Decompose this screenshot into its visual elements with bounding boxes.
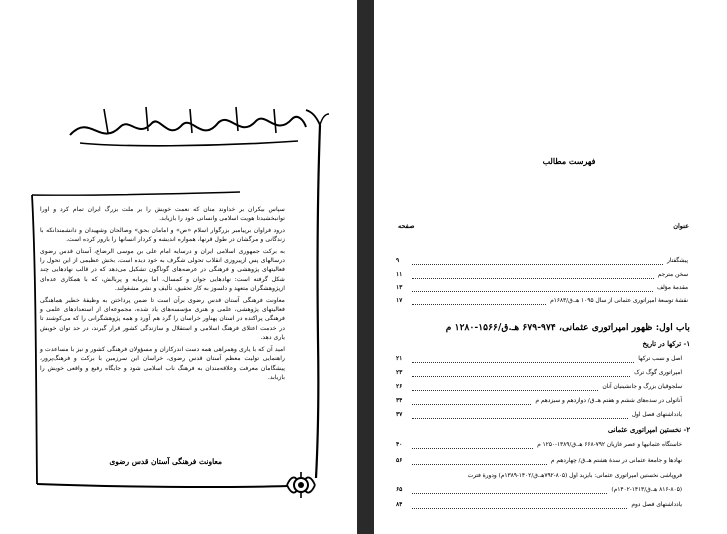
toc-entry-title: (۸۱۶-۸۰۵ هـ.ق/۱۴۱۳-۱۴۰۲م): [611, 487, 682, 493]
toc-entry-title: یادداشتهای فصل اول: [631, 412, 682, 418]
toc-leader-dots: [412, 356, 634, 363]
toc-entry-page: ۵۶: [396, 458, 403, 464]
toc-entry-title: سلجوقیان بزرگ و جانشینیان آنان: [602, 384, 682, 390]
toc-leader-dots: [412, 258, 663, 265]
preface-paragraph: درود فراوان برپیامبر بزرگوار اسلام «ص» و امامان بحق» وصالحان وشهیدان و دانشمندانکه با زندگانی و مرگشان در طول قرنها، همواره اندیشه و کردار انسانها را بارور کرده است.: [40, 226, 285, 244]
toc-entry: [396, 456, 688, 466]
preface-paragraph: معاونت فرهنگی آستان قدس رضوی برآن است تا ضمن پرداختن به وظیفهٔ خطیر هماهنگی فعالیتهای پژوهشی، علمی و هنری مؤسسه‌های یاد شده، مجموعه‌ای از استعدادهای علمی و فرهنگی پراکنده در استان پهناور خراسان را گرد هم آورد و همه پژوهشگرانی را که می‌کوشند تا در خدمت اعتلای فرهنگ اسلامی و استقلال و سازندگی کشور قرار گیرند، در حد توان خویش یاری دهد.: [40, 296, 285, 342]
toc-leader-dots: [412, 442, 533, 449]
toc-leader-dots: [412, 412, 628, 419]
toc-leader-dots: [412, 458, 547, 465]
preface-text: [40, 205, 285, 384]
toc-entry-page: ۲۱: [396, 356, 403, 362]
toc-column-title-heading: عنوان: [673, 222, 689, 230]
toc-entry-page: ۴۰: [396, 442, 403, 448]
toc-entry-page: ۳۷: [396, 412, 403, 418]
basmala-calligraphy: [60, 103, 310, 151]
section-heading: ۲- نخستین امپراتوری عثمانی: [607, 426, 690, 434]
toc-entry: [396, 396, 688, 406]
toc-leader-dots: [412, 298, 546, 305]
toc-entry-title: آناتولی در سده‌های ششم و هفتم هـ.ق/ دوازدهم و سیزدهم م: [535, 398, 682, 404]
part-heading: باب اول: ظهور امپراتوری عثمانی، ۹۷۴-۶۷۹ هـ.ق/۱۵۶۶-۱۲۸۰ م: [445, 322, 690, 333]
toc-entry: [396, 368, 688, 378]
toc-leader-dots: [412, 285, 653, 292]
toc-title: فهرست مطالب: [542, 156, 596, 166]
section-heading: ۱- ترکها در تاریخ: [642, 340, 690, 348]
toc-entry: [396, 354, 688, 364]
book-gutter: [357, 0, 374, 534]
toc-entry-page: ۱۱: [396, 272, 403, 278]
floral-ornament-icon: [283, 470, 319, 500]
toc-entry-page: ۲۳: [396, 370, 403, 376]
toc-entry: [396, 500, 688, 510]
toc-entry-title: نهادها و جامعهٔ عثمانی در سدهٔ هشتم هـ.ق/ چهاردهم م: [550, 458, 682, 464]
toc-leader-dots: [412, 370, 630, 377]
toc-leader-dots: [412, 398, 531, 405]
preface-paragraph: سپاس بیکران بر خداوند منان که نعمت خویش را بر ملت بزرگ ایران تمام کرد و اورا توانبخشیدتا هویت اسلامی وانسانی خود را بازیابد.: [40, 206, 285, 223]
toc-entry: [396, 410, 688, 420]
toc-entry-title: امپراتوری گوگ ترک: [634, 370, 682, 376]
toc-entry-page: ۱۷: [396, 298, 403, 304]
preface-paragraph: امید آن که با یاری وهمراهی همه دست اندرکاران و مسؤولان فرهنگی کشور و نیز با مساعدت و راهنمایی تولیت معظم آستان قدس رضوی، خراسان این سرزمین با برکت و فرهنگ‌پرور، پیشگامان معرفت وعلاقه‌مندان به فرهنگ ناب اسلامی شود و جایگاه رفیع و واقعی خویش را بازیابد.: [40, 345, 285, 381]
toc-leader-dots: [412, 487, 607, 494]
toc-leader-dots: [412, 384, 598, 391]
toc-entry-title: سخن مترجم: [657, 272, 688, 278]
toc-entry: [396, 256, 688, 266]
toc-entry: [396, 471, 688, 481]
toc-entry-title: فروپاشی نخستین امپراتوری عثمانی: بایزید اول (۸۰۵-۷۹۲هـ.ق/۱۴۰۲-۱۳۸۹م) ودورهٔ فترت: [467, 473, 682, 479]
toc-entry: [396, 440, 688, 450]
toc-leader-dots: [412, 502, 627, 509]
toc-entry-page: ۱۳: [396, 285, 403, 291]
toc-entry-page: ۶۵: [396, 487, 403, 493]
basmala-text: بسم الله الرحمن الرحیم: [169, 147, 201, 151]
preface-signature: معاونت فرهنگی آستان قدس رضوی: [109, 457, 222, 466]
toc-entry-title: نقشهٔ توسعهٔ امپراتوری عثمانی از سال ۱۰۹۵ هـ.ق/۱۶۸۳م: [550, 298, 688, 304]
toc-entry-page: ۸۴: [396, 502, 403, 508]
toc-entry: [396, 283, 688, 293]
toc-entry-title: خاستگاه عثمانیها و عصر غازیان ۷۹۲-۶۶۸ هـ.ق/۱۳۸۹-۱۲۵۰ م: [537, 442, 682, 448]
toc-entry-page: ۹: [396, 258, 400, 264]
toc-column-page-heading: صفحه: [398, 222, 415, 230]
toc-entry-title: مقدمهٔ مؤلف: [656, 285, 688, 291]
toc-entry-page: ۲۶: [396, 384, 403, 390]
left-page: [0, 0, 357, 534]
toc-entry: [396, 485, 688, 495]
toc-entry: [396, 270, 688, 280]
toc-leader-dots: [412, 272, 654, 279]
toc-entry-page: ۳۴: [396, 398, 403, 404]
right-page: [374, 0, 727, 534]
toc-entry-title: پیشگفتار: [667, 258, 688, 264]
toc-entry: [396, 382, 688, 392]
preface-paragraph: به برکت جمهوری اسلامی ایران و درسایه امام علی بن موسی الرضاع، آستان قدس رضوی درسالهای پس ازپیروزی انقلاب تحولی شگرف به خود دیده است. بخش عظیمی از این تحول را فعالیتهای پژوهشی و فرهنگی در عرصه‌های گوناگون تشکیل می‌دهد که در قالب نهادهایی چند شکل گرفته است: نهادهایی جوان و کمسال، اما پرمایه و پربالش، که با همکاری عده‌ای ازپژوهشگران متعهد و دلسوز به کار تحقیق، تألیف و نشر مشغولند.: [40, 247, 285, 293]
toc-entry-title: یادداشتهای فصل دوم: [631, 502, 682, 508]
toc-entry-title: اصل و نسب ترکها: [638, 356, 682, 362]
toc-entry: [396, 296, 688, 306]
